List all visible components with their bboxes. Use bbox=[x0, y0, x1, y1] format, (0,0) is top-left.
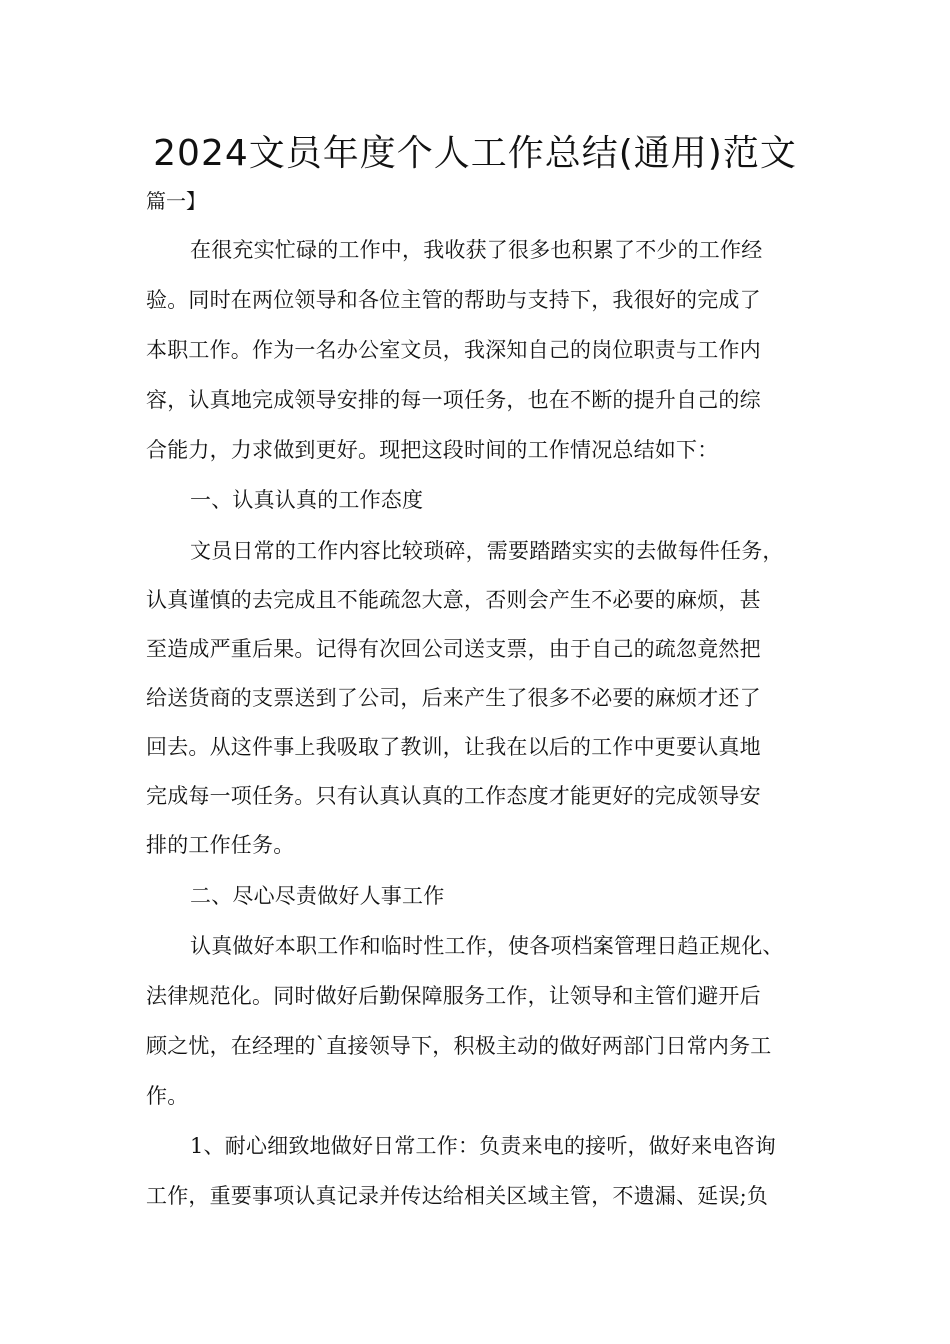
text-line: 完成每一项任务。只有认真认真的工作态度才能更好的完成领导安 bbox=[146, 784, 761, 808]
text-line: 合能力，力求做到更好。现把这段时间的工作情况总结如下： bbox=[146, 438, 719, 462]
text-line: 验。同时在两位领导和各位主管的帮助与支持下，我很好的完成了 bbox=[146, 288, 761, 312]
text-line: 容，认真地完成领导安排的每一项任务，也在不断的提升自己的综 bbox=[146, 388, 761, 412]
text-line: 给送货商的支票送到了公司，后来产生了很多不必要的麻烦才还了 bbox=[146, 686, 761, 710]
section-heading: 一、认真认真的工作态度 bbox=[190, 488, 424, 512]
text-line: 文员日常的工作内容比较琐碎，需要踏踏实实的去做每件任务， bbox=[190, 539, 784, 563]
document-title: 2024文员年度个人工作总结(通用)范文 bbox=[153, 133, 797, 174]
text-line: 排的工作任务。 bbox=[146, 833, 295, 857]
text-line: 法律规范化。同时做好后勤保障服务工作，让领导和主管们避开后 bbox=[146, 984, 761, 1008]
section-heading: 二、尽心尽责做好人事工作 bbox=[190, 884, 445, 908]
section-label: 篇一】 bbox=[146, 189, 206, 213]
text-line: 顾之忧，在经理的`直接领导下，积极主动的做好两部门日常内务工 bbox=[146, 1034, 772, 1058]
text-line: 本职工作。作为一名办公室文员，我深知自己的岗位职责与工作内 bbox=[146, 338, 761, 362]
text-line: 认真做好本职工作和临时性工作，使各项档案管理日趋正规化、 bbox=[190, 934, 784, 958]
text-line: 认真谨慎的去完成且不能疏忽大意，否则会产生不必要的麻烦，甚 bbox=[146, 588, 761, 612]
text-line: 工作，重要事项认真记录并传达给相关区域主管，不遗漏、延误;负 bbox=[146, 1184, 769, 1208]
text-line: 至造成严重后果。记得有次回公司送支票，由于自己的疏忽竟然把 bbox=[146, 637, 761, 661]
text-line: 在很充实忙碌的工作中，我收获了很多也积累了不少的工作经 bbox=[190, 238, 763, 262]
text-line: 1、耐心细致地做好日常工作：负责来电的接听，做好来电咨询 bbox=[190, 1134, 776, 1158]
text-line: 作。 bbox=[146, 1084, 189, 1108]
text-line: 回去。从这件事上我吸取了教训，让我在以后的工作中更要认真地 bbox=[146, 735, 761, 759]
